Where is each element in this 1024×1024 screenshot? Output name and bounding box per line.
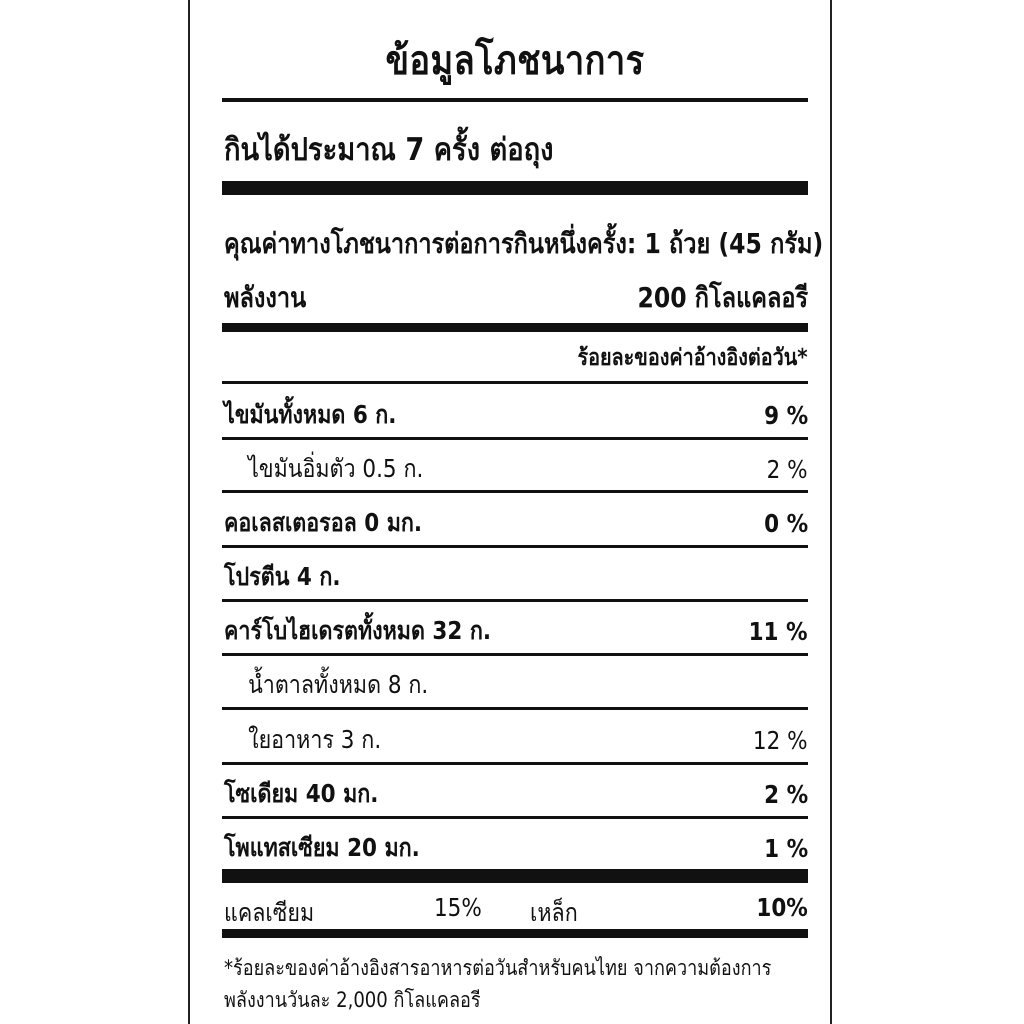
nutrient-percent: 9 %: [764, 400, 808, 430]
divider: [222, 707, 808, 710]
nutrient-name: โซเดียม 40 มก.: [224, 779, 379, 808]
label-title: ข้อมูลโภชนาการ: [385, 38, 645, 84]
footnote-line-1: *ร้อยละของค่าอ้างอิงสารอาหารต่อวันสำหรับคนไทย จากความต้องการ: [224, 956, 772, 980]
divider: [222, 762, 808, 765]
nutrient-name: โปรตีน 4 ก.: [224, 562, 341, 591]
divider: [222, 98, 808, 102]
nutrient-percent: 11 %: [749, 616, 808, 646]
divider: [222, 381, 808, 384]
footnote-line-2: พลังงานวันละ 2,000 กิโลแคลอรี: [224, 988, 481, 1012]
nutrition-label-content: [222, 0, 824, 1024]
nutrient-name: คอเลสเตอรอล 0 มก.: [224, 508, 423, 537]
nutrient-percent: 1 %: [764, 833, 808, 863]
nutrient-name: โพแทสเซียม 20 มก.: [224, 833, 420, 862]
nutrient-name: คาร์โบไฮเดรตทั้งหมด 32 ก.: [224, 616, 492, 645]
divider: [222, 653, 808, 656]
nutrient-row-dietary-fiber: [224, 717, 808, 763]
thick-divider: [222, 929, 808, 938]
nutrient-row-cholesterol: [224, 500, 808, 546]
thick-divider: [222, 869, 808, 883]
thick-divider: [222, 323, 808, 332]
divider: [222, 437, 808, 440]
nutrient-percent: 2 %: [764, 779, 808, 809]
nutrient-percent: 2 %: [767, 454, 808, 484]
iron-label: เหล็ก: [530, 898, 578, 927]
nutrient-name: ใยอาหาร 3 ก.: [248, 725, 382, 754]
nutrient-percent: 12 %: [753, 725, 808, 755]
calcium-value: 15%: [434, 893, 482, 922]
calcium-label: แคลเซียม: [224, 898, 315, 927]
nutrient-row-protein: [224, 554, 808, 600]
nutrient-name: ไขมันทั้งหมด 6 ก.: [224, 400, 397, 429]
nutrient-row-total-carbohydrate: [224, 608, 808, 654]
nutrient-row-total-sugars: [224, 662, 808, 708]
serving-size: คุณค่าทางโภชนาการต่อการกินหนึ่งครั้ง: 1 ถ้วย (45 กรัม): [224, 227, 824, 260]
thick-divider: [222, 181, 808, 195]
divider: [222, 599, 808, 602]
nutrient-row-potassium: [224, 825, 808, 871]
nutrient-row-saturated-fat: [224, 446, 808, 492]
footnote: [224, 952, 771, 1016]
nutrient-row-total-fat: [224, 392, 808, 438]
nutrient-row-sodium: [224, 771, 808, 817]
divider: [222, 816, 808, 819]
nutrient-name: ไขมันอิ่มตัว 0.5 ก.: [248, 454, 424, 483]
divider: [222, 545, 808, 548]
nutrient-name: น้ำตาลทั้งหมด 8 ก.: [248, 670, 429, 699]
nutrient-percent: 0 %: [764, 508, 808, 538]
divider: [222, 490, 808, 493]
nutrition-label: [188, 0, 832, 1024]
energy-row: [224, 276, 808, 320]
servings-per-package: กินได้ประมาณ 7 ครั้ง ต่อถุง: [224, 132, 554, 168]
energy-value: 200 กิโลแคลอรี: [637, 281, 808, 314]
daily-value-header: ร้อยละของค่าอ้างอิงต่อวัน*: [577, 345, 808, 371]
minerals-row: [224, 893, 808, 929]
iron-value: 10%: [756, 893, 808, 922]
energy-label: พลังงาน: [224, 281, 307, 314]
